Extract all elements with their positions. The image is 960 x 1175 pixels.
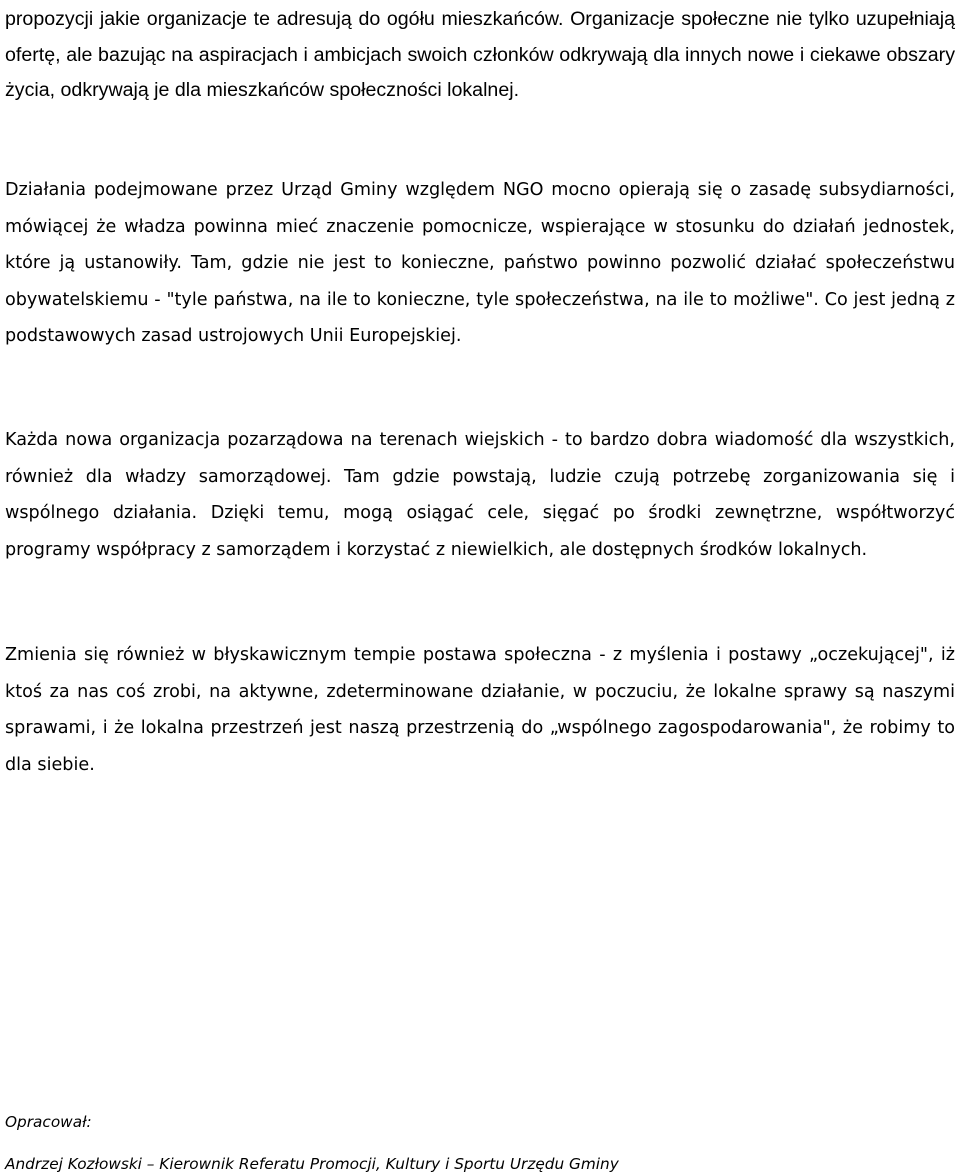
paragraph-new-organizations: Każda nowa organizacja pozarządowa na terenach wiejskich - to bardzo dobra wiadomość dla wszystkich, również dla władzy samorządowej. Tam gdzie powstają, ludzie czują potrzebę zorganizowania się i wspólnego działania. Dzięki temu, mogą osiągać cele, sięgać po środki zewnętrzne, współtworzyć programy współpracy z samorządem i korzystać z niewielkich, ale dostępnych środków lokalnych. — [5, 430, 955, 560]
paragraph-intro: propozycji jakie organizacje te adresują do ogółu mieszkańców. Organizacje społeczne nie tylko uzupełniają ofertę, ale bazując na aspiracjach i ambicjach swoich członków odkrywają dla innych nowe i ciekawe obszary życia, odkrywają je dla mieszkańców społeczności lokalnej. — [5, 8, 955, 101]
paragraph-subsidiarity: Działania podejmowane przez Urząd Gminy względem NGO mocno opierają się o zasadę subsydiarności, mówiącej że władza powinna mieć znaczenie pomocnicze, wspierające w stosunku do działań jednostek, które ją ustanowiły. Tam, gdzie nie jest to konieczne, państwo powinno pozwolić działać społeczeństwu obywatelskiemu - "tyle państwa, na ile to konieczne, tyle społeczeństwa, na ile to możliwe". Co jest jedną z podstawowych zasad ustrojowych Unii Europejskiej. — [5, 180, 955, 346]
signature-author: Andrzej Kozłowski – Kierownik Referatu Promocji, Kultury i Sportu Urzędu Gminy — [5, 1155, 619, 1173]
paragraph-social-attitude: Zmienia się również w błyskawicznym tempie postawa społeczna - z myślenia i postawy „oczekującej", iż ktoś za nas coś zrobi, na aktywne, zdeterminowane działanie, w poczuciu, że lokalne sprawy są naszymi sprawami, i że lokalna przestrzeń jest naszą przestrzenią do „wspólnego zagospodarowania", że robimy to dla siebie. — [5, 645, 955, 775]
signature-label: Opracował: — [5, 1113, 92, 1131]
